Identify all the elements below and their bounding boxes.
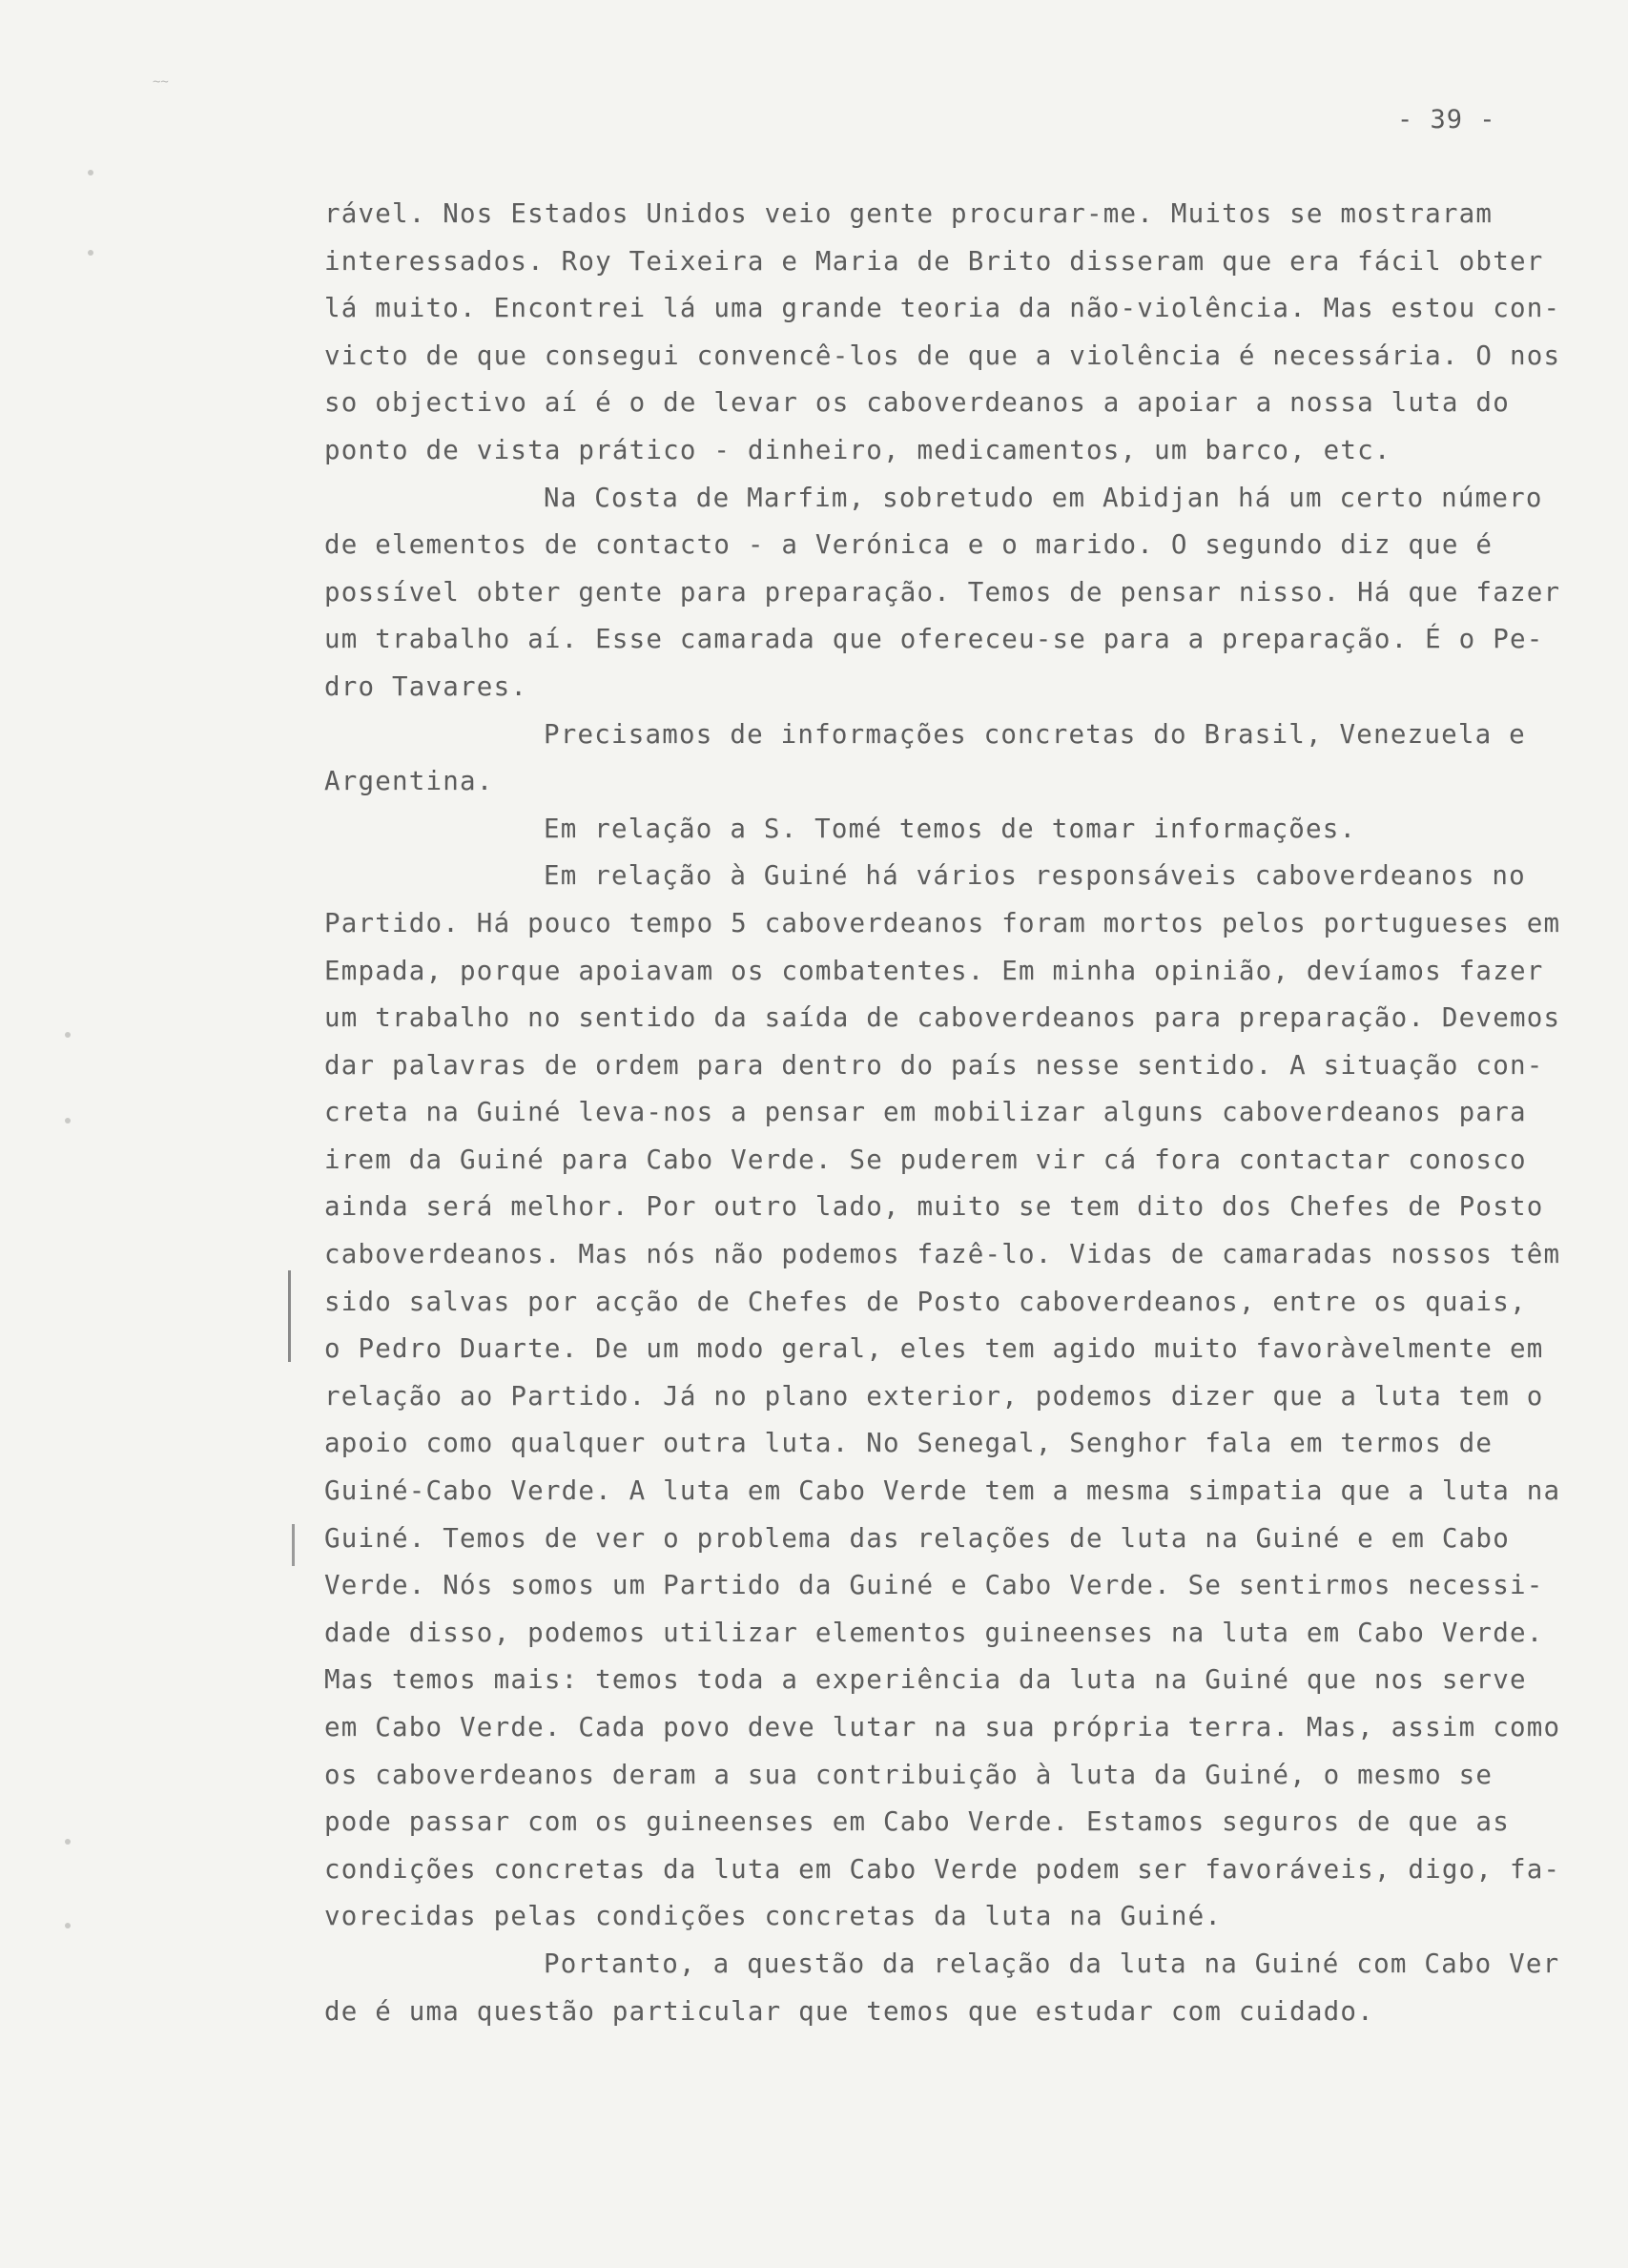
text-line: de é uma questão particular que temos que estudar com cuidado. xyxy=(324,1995,1374,2027)
text-line: interessados. Roy Teixeira e Maria de Brito disseram que era fácil obter xyxy=(324,245,1544,277)
text-line: Mas temos mais: temos toda a experiência da luta na Guiné que nos serve xyxy=(324,1664,1527,1696)
text-line: Guiné. Temos de ver o problema das relações de luta na Guiné e em Cabo xyxy=(324,1522,1510,1554)
text-line: o Pedro Duarte. De um modo geral, eles tem agido muito favoràvelmente em xyxy=(324,1333,1544,1365)
text-line: irem da Guiné para Cabo Verde. Se puderem vir cá fora contactar conosco xyxy=(324,1144,1527,1175)
page-number: - 39 - xyxy=(1397,105,1496,134)
text-line: Argentina. xyxy=(324,766,494,797)
margin-scribble-mark xyxy=(292,1524,295,1566)
text-line: os caboverdeanos deram a sua contribuição à luta da Guiné, o mesmo se xyxy=(324,1759,1494,1790)
text-line: caboverdeanos. Mas nós não podemos fazê-lo. Vidas de camaradas nossos têm xyxy=(324,1239,1561,1270)
punch-hole xyxy=(88,250,93,256)
text-line: Guiné-Cabo Verde. A luta em Cabo Verde tem a mesma simpatia que a luta na xyxy=(324,1475,1561,1507)
text-line: possível obter gente para preparação. Temos de pensar nisso. Há que fazer xyxy=(324,576,1561,608)
punch-hole xyxy=(88,170,93,175)
document-body xyxy=(324,191,1559,2035)
text-line: vorecidas pelas condições concretas da luta na Guiné. xyxy=(324,1901,1223,1932)
text-line: pode passar com os guineenses em Cabo Verde. Estamos seguros de que as xyxy=(324,1806,1510,1838)
text-line: um trabalho no sentido da saída de caboverdeanos para preparação. Devemos xyxy=(324,1002,1561,1034)
text-line: Verde. Nós somos um Partido da Guiné e Cabo Verde. Se sentirmos necessi- xyxy=(324,1570,1544,1601)
text-line: Empada, porque apoiavam os combatentes. Em minha opinião, devíamos fazer xyxy=(324,955,1544,986)
text-line: sido salvas por acção de Chefes de Posto caboverdeanos, entre os quais, xyxy=(324,1286,1527,1317)
text-line: Partido. Há pouco tempo 5 caboverdeanos foram mortos pelos portugueses em xyxy=(324,907,1561,938)
punch-hole xyxy=(65,1032,71,1038)
text-line: dar palavras de ordem para dentro do país nesse sentido. A situação con- xyxy=(324,1049,1544,1081)
text-line: ponto de vista prático - dinheiro, medicamentos, um barco, etc. xyxy=(324,434,1391,465)
text-line: Na Costa de Marfim, sobretudo em Abidjan há um certo número xyxy=(544,482,1543,513)
text-line: dade disso, podemos utilizar elementos guineenses na luta em Cabo Verde. xyxy=(324,1617,1544,1648)
text-line: lá muito. Encontrei lá uma grande teoria da não-violência. Mas estou con- xyxy=(324,293,1561,324)
text-line: Portanto, a questão da relação da luta na Guiné com Cabo Ver xyxy=(544,1948,1560,1979)
text-line: so objectivo aí é o de levar os caboverdeanos a apoiar a nossa luta do xyxy=(324,387,1510,419)
scan-smudge: ~~ xyxy=(153,74,169,90)
text-line: apoio como qualquer outra luta. No Senegal, Senghor fala em termos de xyxy=(324,1428,1494,1459)
text-line: Em relação à Guiné há vários responsáveis caboverdeanos no xyxy=(544,860,1526,892)
text-line: Precisamos de informações concretas do Brasil, Venezuela e xyxy=(544,718,1526,750)
text-line: em Cabo Verde. Cada povo deve lutar na sua própria terra. Mas, assim como xyxy=(324,1712,1561,1742)
text-line: um trabalho aí. Esse camarada que ofereceu-se para a preparação. É o Pe- xyxy=(324,624,1544,655)
text-line: dro Tavares. xyxy=(324,670,528,702)
text-line: Em relação a S. Tomé temos de tomar informações. xyxy=(544,813,1357,844)
text-line: relação ao Partido. Já no plano exterior, podemos dizer que a luta tem o xyxy=(324,1380,1544,1412)
text-line: condições concretas da luta em Cabo Verde podem ser favoráveis, digo, fa- xyxy=(324,1853,1561,1885)
text-line: rável. Nos Estados Unidos veio gente procurar-me. Muitos se mostraram xyxy=(324,198,1494,229)
text-line: creta na Guiné leva-nos a pensar em mobilizar alguns caboverdeanos para xyxy=(324,1097,1527,1128)
margin-bracket-mark xyxy=(288,1270,291,1362)
punch-hole xyxy=(65,1923,71,1928)
text-line: de elementos de contacto - a Verónica e o marido. O segundo diz que é xyxy=(324,529,1494,561)
text-line: victo de que consegui convencê-los de que a violência é necessária. O nos xyxy=(324,340,1561,371)
text-line: ainda será melhor. Por outro lado, muito se tem dito dos Chefes de Posto xyxy=(324,1191,1544,1223)
punch-hole xyxy=(65,1118,71,1124)
punch-hole xyxy=(65,1839,71,1845)
